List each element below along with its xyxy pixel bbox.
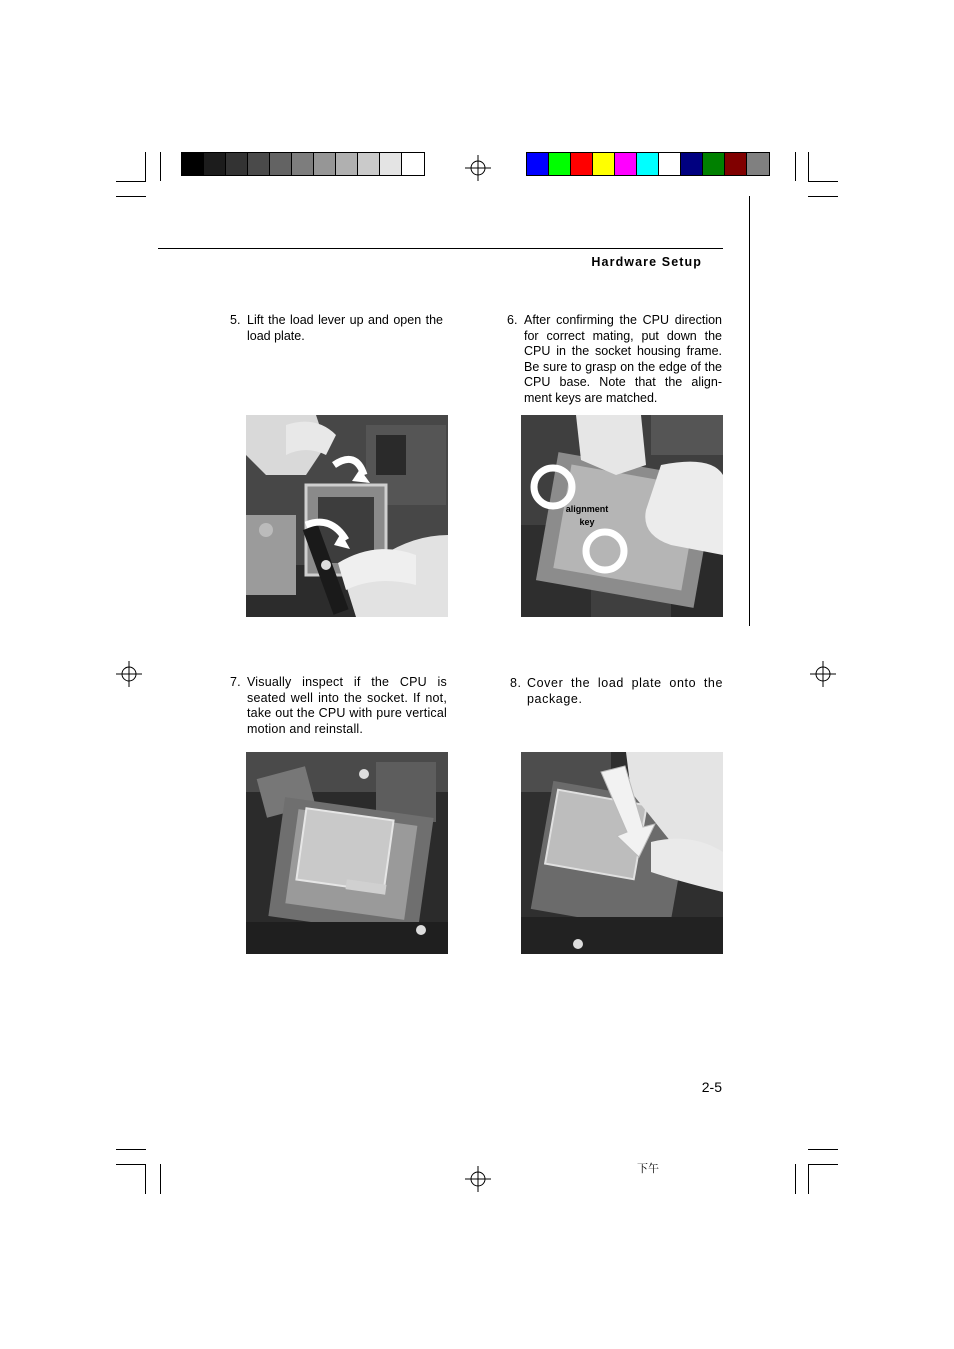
grayscale-swatch	[204, 153, 226, 175]
registration-mark-icon	[810, 661, 836, 687]
color-swatch	[659, 153, 681, 175]
grayscale-swatch	[182, 153, 204, 175]
color-swatch	[703, 153, 725, 175]
step-number: 6.	[507, 313, 518, 327]
crop-mark	[116, 196, 146, 197]
crop-mark	[795, 152, 796, 181]
grayscale-swatch	[248, 153, 270, 175]
grayscale-calibration-bar	[181, 152, 425, 176]
color-swatch	[571, 153, 593, 175]
crop-mark	[116, 1164, 146, 1165]
photo-inspect-cpu	[246, 752, 448, 954]
page-number: 2-5	[701, 1079, 722, 1095]
registration-mark-icon	[465, 155, 491, 181]
step-6	[507, 313, 722, 406]
alignment-key-label-line1: alignment	[565, 504, 609, 514]
grayscale-swatch	[402, 153, 424, 175]
grayscale-swatch	[270, 153, 292, 175]
color-swatch	[549, 153, 571, 175]
crop-mark	[808, 181, 838, 182]
section-title: Hardware Setup	[591, 255, 702, 269]
step-7	[230, 675, 447, 737]
photo-place-cpu	[521, 415, 723, 617]
vertical-rule	[749, 196, 750, 626]
footer-mark: 下午	[637, 1162, 659, 1175]
step-text: After confirming the CPU direction for correct mating, put down the CPU in the socket housing frame. Be sure to grasp on the edge of the CPU base. Note that the align- ment keys are matched.	[524, 313, 722, 405]
color-swatch	[527, 153, 549, 175]
crop-mark	[808, 152, 809, 181]
step-text: Lift the load lever up and open the load plate.	[247, 313, 443, 343]
step-number: 8.	[510, 676, 522, 690]
grayscale-swatch	[226, 153, 248, 175]
crop-mark	[116, 181, 146, 182]
crop-mark	[808, 1164, 809, 1194]
crop-mark	[795, 1164, 796, 1194]
crop-mark	[808, 1164, 838, 1165]
registration-mark-icon	[116, 661, 142, 687]
header-rule	[158, 248, 723, 249]
step-text: Cover the load plate onto the package.	[527, 676, 723, 706]
crop-mark	[160, 152, 161, 181]
step-5	[230, 313, 443, 344]
crop-mark	[116, 1149, 146, 1150]
registration-mark-icon	[465, 1166, 491, 1192]
crop-mark	[808, 196, 838, 197]
crop-mark	[808, 1149, 838, 1150]
photo-cover-load-plate	[521, 752, 723, 954]
color-calibration-bar	[526, 152, 770, 176]
photo-lift-load-lever	[246, 415, 448, 617]
grayscale-swatch	[314, 153, 336, 175]
step-text: Visually inspect if the CPU is seated well into the socket. If not, take out the CPU with pure vertical motion and reinstall.	[247, 675, 447, 736]
color-swatch	[725, 153, 747, 175]
grayscale-swatch	[292, 153, 314, 175]
step-number: 5.	[230, 313, 241, 327]
crop-mark	[145, 1164, 146, 1194]
color-swatch	[615, 153, 637, 175]
color-swatch	[747, 153, 769, 175]
color-swatch	[593, 153, 615, 175]
step-number: 7.	[230, 675, 241, 689]
grayscale-swatch	[358, 153, 380, 175]
step-8	[510, 676, 723, 707]
crop-mark	[160, 1164, 161, 1194]
color-swatch	[681, 153, 703, 175]
crop-mark	[145, 152, 146, 181]
grayscale-swatch	[380, 153, 402, 175]
color-swatch	[637, 153, 659, 175]
alignment-key-label-line2: key	[579, 517, 595, 527]
grayscale-swatch	[336, 153, 358, 175]
